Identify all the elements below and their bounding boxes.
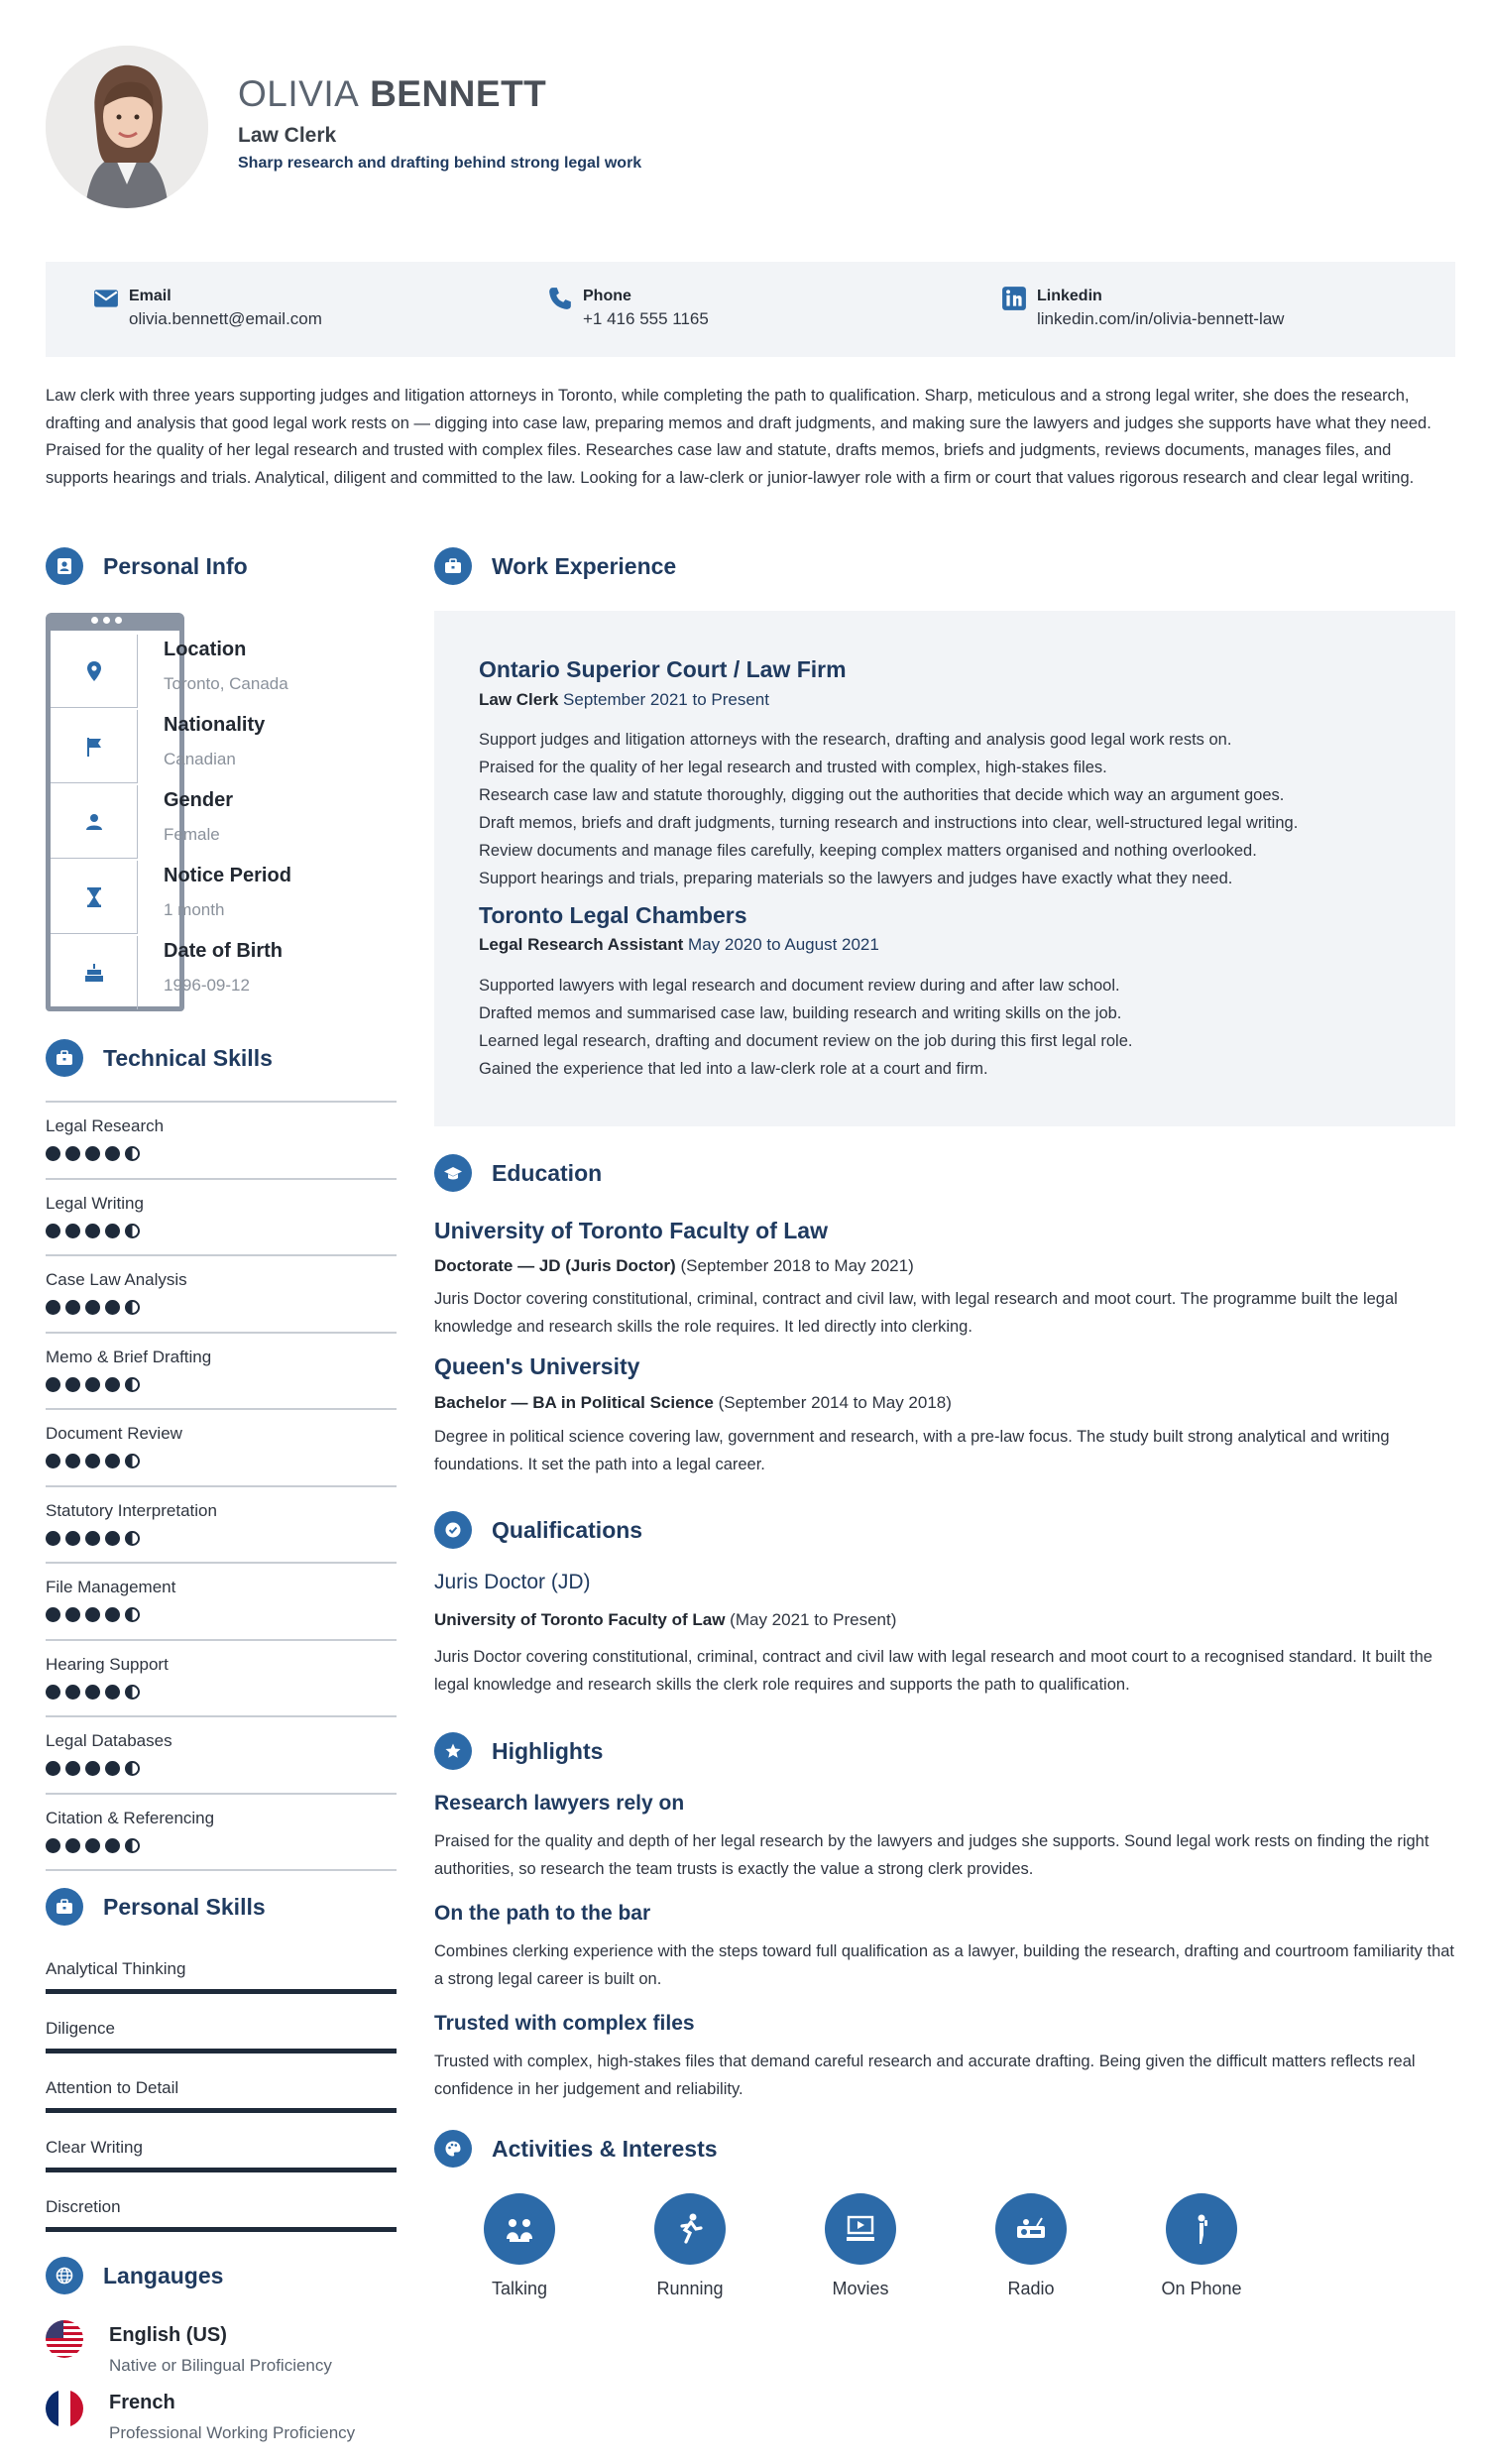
degree: Bachelor — BA in Political Science: [434, 1393, 714, 1412]
briefcase-icon: [46, 1039, 83, 1077]
rating-dot: [105, 1224, 120, 1238]
duty-line: Learned legal research, drafting and document review on the job during this first legal role.: [479, 1032, 1133, 1050]
rating-dot-half: [125, 1838, 140, 1853]
info-value: Canadian: [164, 750, 236, 768]
rating-dot-half: [125, 1685, 140, 1700]
tagline: Sharp research and drafting behind strong legal work: [238, 155, 642, 172]
skill-divider: [46, 1562, 397, 1564]
highlight-description: Praised for the quality and depth of her legal research by the lawyers and judges she supports. Sound legal work rests on finding the right authorities, so research the team trusts is exactly the value a strong clerk provides.: [434, 1832, 1430, 1878]
phone-icon: [547, 286, 573, 311]
skill-name: Citation & Referencing: [46, 1808, 215, 1827]
contact-phone[interactable]: [547, 288, 709, 329]
skill-divider: [46, 1869, 397, 1871]
job-dates: May 2020 to August 2021: [688, 935, 879, 954]
duty-line: Review documents and manage files carefully, keeping complex matters organised and nothing overlooked.: [479, 842, 1257, 860]
star-icon: [434, 1732, 472, 1770]
info-value: 1996-09-12: [164, 976, 250, 995]
language-level: Native or Bilingual Proficiency: [109, 2356, 332, 2375]
rating-dot: [105, 1300, 120, 1315]
employer-name: Ontario Superior Court / Law Firm: [479, 656, 847, 682]
skill-rating: [46, 1146, 397, 1161]
envelope-icon: [93, 286, 119, 311]
contact-bar: [46, 262, 1455, 357]
skill-rating: [46, 1454, 397, 1468]
france-flag-icon: [46, 2390, 83, 2427]
skill-divider: [46, 1101, 397, 1103]
info-label: Location: [164, 639, 247, 660]
skill-rating: [46, 1224, 397, 1238]
badge-check-icon: [434, 1511, 472, 1549]
info-label: Notice Period: [164, 865, 291, 886]
radio-icon: [995, 2193, 1067, 2265]
candidate-name: [238, 73, 546, 115]
technical-skills-header: [46, 1039, 273, 1077]
rating-dot: [85, 1146, 100, 1161]
skill-rating: [46, 1300, 397, 1315]
degree: Doctorate — JD (Juris Doctor): [434, 1256, 676, 1275]
qualification-description: Juris Doctor covering constitutional, criminal, contract and civil law with legal research and moot court to a recognised standard. It built the legal knowledge and research skills the clerk role requires and supports the path to qualification.: [434, 1648, 1432, 1694]
job-title: Law Clerk: [479, 690, 559, 709]
skill-divider: [46, 1793, 397, 1795]
info-value: Toronto, Canada: [164, 674, 288, 693]
personal-skill: Diligence: [46, 2019, 115, 2038]
rating-dot: [65, 1300, 80, 1315]
rating-dot: [65, 1761, 80, 1776]
job-position: [479, 935, 879, 955]
contact-label: Phone: [583, 288, 631, 304]
rating-dot: [46, 1146, 60, 1161]
rating-dot: [46, 1300, 60, 1315]
rating-dot: [65, 1454, 80, 1468]
job-dates: September 2021 to Present: [563, 690, 769, 709]
degree-description: Degree in political science covering law, government and research, with a pre-law focus. The study built strong analytical and writing foundations. It set the path into a legal career.: [434, 1428, 1390, 1473]
rating-dot-half: [125, 1531, 140, 1546]
skill-name: Document Review: [46, 1424, 182, 1443]
employer-name: Toronto Legal Chambers: [479, 902, 747, 928]
rating-dot: [85, 1224, 100, 1238]
rating-dot: [85, 1761, 100, 1776]
section-title: Personal Info: [103, 552, 248, 579]
interest-label: Running: [656, 2279, 724, 2298]
highlights-header: [434, 1732, 603, 1770]
technical-skill: [46, 1348, 397, 1392]
personal-info-header: [46, 547, 248, 585]
skill-name: Statutory Interpretation: [46, 1500, 217, 1520]
rating-dot-half: [125, 1146, 140, 1161]
interest-movies: [791, 2193, 930, 2299]
technical-skill: [46, 1116, 397, 1161]
personal-skills-header: [46, 1888, 266, 1926]
skill-rating: [46, 1531, 397, 1546]
rating-dot: [105, 1838, 120, 1853]
personal-skill: Attention to Detail: [46, 2078, 179, 2097]
highlight-title: Trusted with complex files: [434, 2012, 695, 2035]
rating-dot: [65, 1531, 80, 1546]
rating-dot-half: [125, 1300, 140, 1315]
personal-skill: Clear Writing: [46, 2138, 143, 2157]
info-value: 1 month: [164, 900, 225, 919]
interest-label: Radio: [1007, 2279, 1055, 2298]
skill-bar: [46, 1989, 397, 1994]
duty-line: Draft memos, briefs and draft judgments, turning research and instructions into clear, well-structured legal writing.: [479, 814, 1299, 832]
personal-skill: Analytical Thinking: [46, 1959, 186, 1978]
rating-dot: [85, 1377, 100, 1392]
degree-line: [434, 1256, 914, 1276]
technical-skill: [46, 1270, 397, 1315]
skill-rating: [46, 1761, 397, 1776]
highlight-description: Trusted with complex, high-stakes files that demand careful research and accurate drafting. Being given the difficult matters reflects real confidence in her judgement and reliability.: [434, 2053, 1416, 2098]
rating-dot: [105, 1607, 120, 1622]
skill-rating: [46, 1685, 397, 1700]
interest-on-phone: [1132, 2193, 1271, 2299]
rating-dot: [105, 1685, 120, 1700]
skill-bar: [46, 2049, 397, 2053]
skill-rating: [46, 1607, 397, 1622]
palette-icon: [434, 2130, 472, 2168]
duty-line: Support judges and litigation attorneys with the research, drafting and analysis good legal work rests on.: [479, 731, 1232, 749]
job-role: Law Clerk: [238, 124, 337, 147]
rating-dot: [85, 1607, 100, 1622]
movies-icon: [825, 2193, 896, 2265]
degree-description: Juris Doctor covering constitutional, criminal, contract and civil law, with legal research and moot court. The programme built the legal knowledge and research skills the role requires. It led directly into clerking.: [434, 1290, 1398, 1336]
us-flag-icon: [46, 2320, 83, 2358]
section-title: Personal Skills: [103, 1893, 266, 1920]
job-duties: [479, 972, 1132, 1083]
running-icon: [654, 2193, 726, 2265]
info-value: Female: [164, 825, 220, 844]
school-name: Queen's University: [434, 1353, 640, 1379]
globe-icon: [46, 2257, 83, 2294]
cake-icon: [51, 936, 138, 1009]
contact-value: linkedin.com/in/olivia-bennett-law: [1037, 309, 1285, 328]
technical-skill: [46, 1731, 397, 1776]
rating-dot: [65, 1146, 80, 1161]
duty-line: Supported lawyers with legal research and document review during and after law school.: [479, 977, 1120, 995]
language-level: Professional Working Proficiency: [109, 2423, 356, 2442]
skill-name: File Management: [46, 1578, 176, 1596]
skill-name: Legal Writing: [46, 1193, 144, 1213]
skill-name: Legal Databases: [46, 1731, 172, 1750]
profile-photo: [46, 46, 208, 208]
job-position: [479, 690, 769, 710]
highlight-description: Combines clerking experience with the steps toward full qualification as a lawyer, building the research, drafting and courtroom familiarity that a strong legal career is built on.: [434, 1942, 1455, 1988]
rating-dot: [46, 1224, 60, 1238]
skill-divider: [46, 1639, 397, 1641]
rating-dot-half: [125, 1377, 140, 1392]
person-icon: [51, 785, 138, 859]
last-name: BENNETT: [370, 73, 547, 114]
rating-dot: [46, 1607, 60, 1622]
rating-dot: [65, 1607, 80, 1622]
education-header: [434, 1154, 602, 1192]
rating-dot: [65, 1685, 80, 1700]
technical-skill: [46, 1655, 397, 1700]
interest-label: Movies: [832, 2279, 889, 2298]
duty-line: Gained the experience that led into a law-clerk role at a court and firm.: [479, 1060, 988, 1078]
interest-label: Talking: [491, 2279, 548, 2298]
rating-dot: [85, 1685, 100, 1700]
rating-dot: [105, 1454, 120, 1468]
qualification-org: University of Toronto Faculty of Law: [434, 1610, 726, 1629]
section-title: Education: [492, 1159, 603, 1186]
skill-name: Hearing Support: [46, 1654, 169, 1674]
rating-dot-half: [125, 1607, 140, 1622]
graduation-cap-icon: [434, 1154, 472, 1192]
skill-rating: [46, 1838, 397, 1853]
contact-label: Email: [129, 288, 172, 304]
interest-label: On Phone: [1161, 2279, 1242, 2298]
technical-skill: [46, 1424, 397, 1468]
school-name: University of Toronto Faculty of Law: [434, 1218, 828, 1243]
language-name: French: [109, 2392, 175, 2413]
hourglass-icon: [51, 861, 138, 934]
technical-skill: [46, 1501, 397, 1546]
highlight-title: Research lawyers rely on: [434, 1792, 685, 1815]
contact-email[interactable]: [93, 288, 322, 329]
contact-value: olivia.bennett@email.com: [129, 309, 322, 328]
skill-bar: [46, 2227, 397, 2232]
job-title: Legal Research Assistant: [479, 935, 684, 954]
skill-name: Case Law Analysis: [46, 1270, 187, 1289]
skill-divider: [46, 1254, 397, 1256]
skill-bar: [46, 2108, 397, 2113]
first-name: OLIVIA: [238, 73, 360, 114]
qualification-title: Juris Doctor (JD): [434, 1571, 591, 1593]
info-label: Gender: [164, 789, 234, 811]
section-title: Activities & Interests: [492, 2135, 718, 2162]
info-label: Date of Birth: [164, 940, 283, 962]
interest-talking: [450, 2193, 589, 2299]
briefcase-icon: [46, 1888, 83, 1926]
degree-dates: (September 2014 to May 2018): [718, 1393, 952, 1412]
linkedin-icon: [1001, 286, 1027, 311]
contact-value: +1 416 555 1165: [583, 309, 709, 328]
rating-dot: [65, 1224, 80, 1238]
window-dots: [91, 617, 122, 624]
section-title: Technical Skills: [103, 1044, 273, 1071]
duty-line: Support hearings and trials, preparing materials so the lawyers and judges have exactly what they need.: [479, 870, 1233, 887]
skill-divider: [46, 1178, 397, 1180]
skill-rating: [46, 1377, 397, 1392]
rating-dot: [85, 1531, 100, 1546]
highlight-title: On the path to the bar: [434, 1902, 651, 1925]
qualification-dates: (May 2021 to Present): [730, 1610, 897, 1629]
duty-line: Praised for the quality of her legal research and trusted with complex, high-stakes files.: [479, 759, 1107, 776]
rating-dot: [65, 1838, 80, 1853]
technical-skill: [46, 1194, 397, 1238]
rating-dot: [65, 1377, 80, 1392]
section-title: Work Experience: [492, 552, 677, 579]
rating-dot: [46, 1377, 60, 1392]
contact-label: Linkedin: [1037, 288, 1102, 304]
qualification-line: [434, 1610, 896, 1630]
location-pin-icon: [51, 635, 138, 708]
degree-dates: (September 2018 to May 2021): [680, 1256, 914, 1275]
rating-dot: [85, 1838, 100, 1853]
interests-header: [434, 2130, 718, 2168]
section-title: Highlights: [492, 1737, 604, 1764]
degree-line: [434, 1393, 952, 1413]
language-name: English (US): [109, 2324, 227, 2346]
skill-bar: [46, 2168, 397, 2172]
rating-dot: [105, 1146, 120, 1161]
rating-dot: [85, 1454, 100, 1468]
rating-dot-half: [125, 1224, 140, 1238]
profile-summary: Law clerk with three years supporting judges and litigation attorneys in Toronto, while completing the path to qualification. Sharp, meticulous and a strong legal writer, she does the research, drafting and analysis that good legal work rests on — digging into case law, preparing memos and draft judgments, and making sure the lawyers and judges she supports have what they need. Praised for the quality of her legal research and trusted with complex files. Researches case law and statute, drafts memos, briefs and judgments, reviews documents, manages files, and supports hearings and trials. Analytical, diligent and committed to the law. Looking for a law-clerk or junior-lawyer role with a firm or court that values rigorous research and clear legal writing.: [46, 387, 1431, 487]
skill-divider: [46, 1408, 397, 1410]
briefcase-icon: [434, 547, 472, 585]
rating-dot: [46, 1761, 60, 1776]
rating-dot: [46, 1454, 60, 1468]
rating-dot: [46, 1838, 60, 1853]
skill-divider: [46, 1332, 397, 1334]
info-label: Nationality: [164, 714, 266, 736]
work-experience-header: [434, 547, 676, 585]
section-title: Qualifications: [492, 1516, 643, 1543]
talking-icon: [484, 2193, 555, 2265]
technical-skill: [46, 1809, 397, 1853]
rating-dot-half: [125, 1761, 140, 1776]
id-card-icon: [46, 547, 83, 585]
personal-skill: Discretion: [46, 2197, 121, 2216]
section-title: Langauges: [103, 2262, 224, 2288]
rating-dot: [105, 1761, 120, 1776]
skill-name: Legal Research: [46, 1116, 165, 1135]
qualifications-header: [434, 1511, 642, 1549]
contact-linkedin[interactable]: [1001, 288, 1284, 329]
technical-skill: [46, 1578, 397, 1622]
rating-dot-half: [125, 1454, 140, 1468]
rating-dot: [46, 1531, 60, 1546]
duty-line: Drafted memos and summarised case law, building research and writing skills on the job.: [479, 1004, 1122, 1022]
skill-divider: [46, 1715, 397, 1717]
rating-dot: [85, 1300, 100, 1315]
flag-icon: [51, 710, 138, 783]
skill-divider: [46, 1485, 397, 1487]
rating-dot: [46, 1685, 60, 1700]
interest-running: [621, 2193, 759, 2299]
duty-line: Research case law and statute thoroughly, digging out the authorities that decide which way an argument goes.: [479, 786, 1285, 804]
skill-name: Memo & Brief Drafting: [46, 1347, 212, 1366]
rating-dot: [105, 1377, 120, 1392]
languages-header: [46, 2257, 223, 2294]
on-phone-icon: [1166, 2193, 1237, 2265]
rating-dot: [105, 1531, 120, 1546]
job-duties: [479, 726, 1298, 892]
interest-radio: [962, 2193, 1100, 2299]
